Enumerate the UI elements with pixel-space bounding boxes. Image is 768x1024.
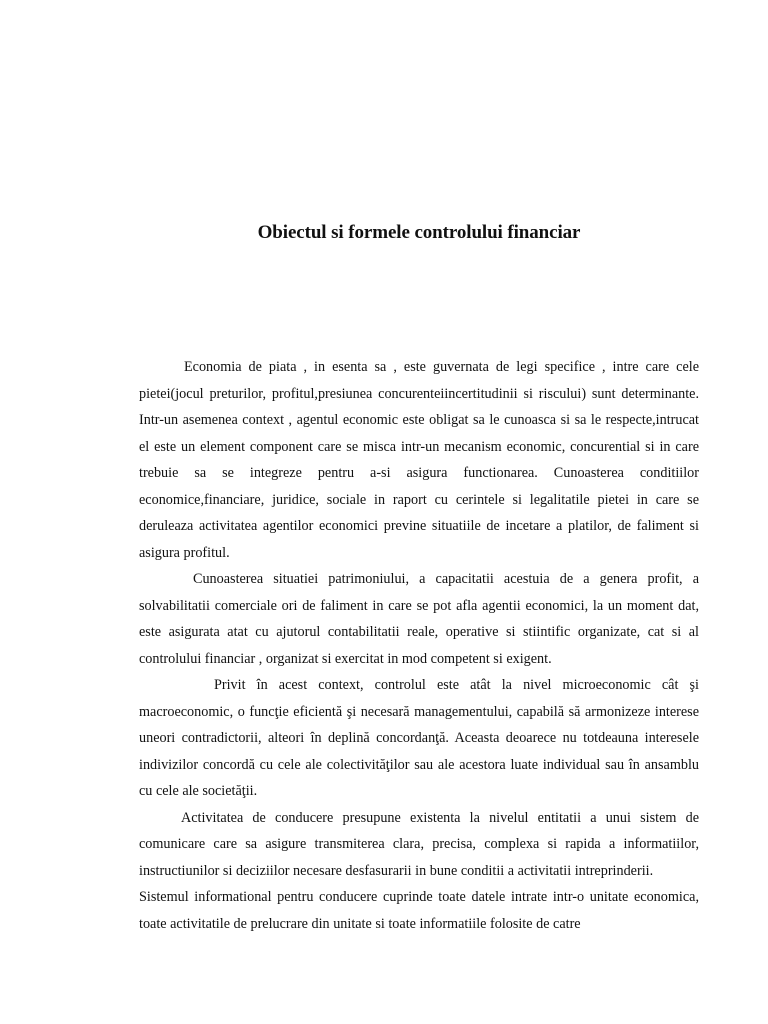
paragraph-5: Sistemul informational pentru conducere cuprinde toate datele intrate intr-o unitate economica, toate activitatile de prelucrare din unitate si toate informatiile folosite de catre — [139, 889, 699, 932]
paragraph-4: Activitatea de conducere presupune existenta la nivelul entitatii a unui sistem de comunicare care sa asigure transmiterea clara, precisa, complexa si rapida a informatiilor, instructiunilor si deciziilor necesare desfasurarii in bune conditii a activitatii intreprinderii. — [139, 809, 699, 879]
document-body — [139, 354, 699, 937]
paragraph-1: Economia de piata , in esenta sa , este guvernata de legi specifice , intre care cele pietei(jocul preturilor, profitul,presiunea concurenteiincertitudinii si riscului) sunt determinante. Intr-un asemenea context , agentul economic este obligat sa le cunoasca si sa le respecte,intrucat el este un element component care se misca intr-un mecanism economic, concurential si in care trebuie sa se integreze pentru a-si asigura functionarea. Cunoasterea conditiilor economice,financiare, juridice, sociale in raport cu cerintele si legalitatile pietei in care se deruleaza activitatea agentilor economici previne situatiile de incetare a platilor, de faliment si asigura profitul. — [139, 359, 699, 561]
paragraph-3: Privit în acest context, controlul este atât la nivel microeconomic cât şi macroeconomic, o funcţie eficientă şi necesară managementului, capabilă să armonizeze interese uneori contradictorii, alteori în deplină concordanţă. Aceasta deoarece nu totdeauna interesele indivizilor concordă cu cele ale colectivităţilor sau ale acestora luate individual sau în ansamblu cu cele ale societăţii. — [139, 677, 699, 799]
document-title: Obiectul si formele controlului financiar — [257, 222, 581, 243]
paragraph-2: Cunoasterea situatiei patrimoniului, a capacitatii acestuia de a genera profit, a solvabilitatii comerciale ori de faliment in care se pot afla agentii economici, la un moment dat, este asigurata atat cu ajutorul contabilitatii reale, operative si stiintific organizate, cat si al controlului financiar , organizat si exercitat in mod competent si exigent. — [139, 571, 699, 667]
